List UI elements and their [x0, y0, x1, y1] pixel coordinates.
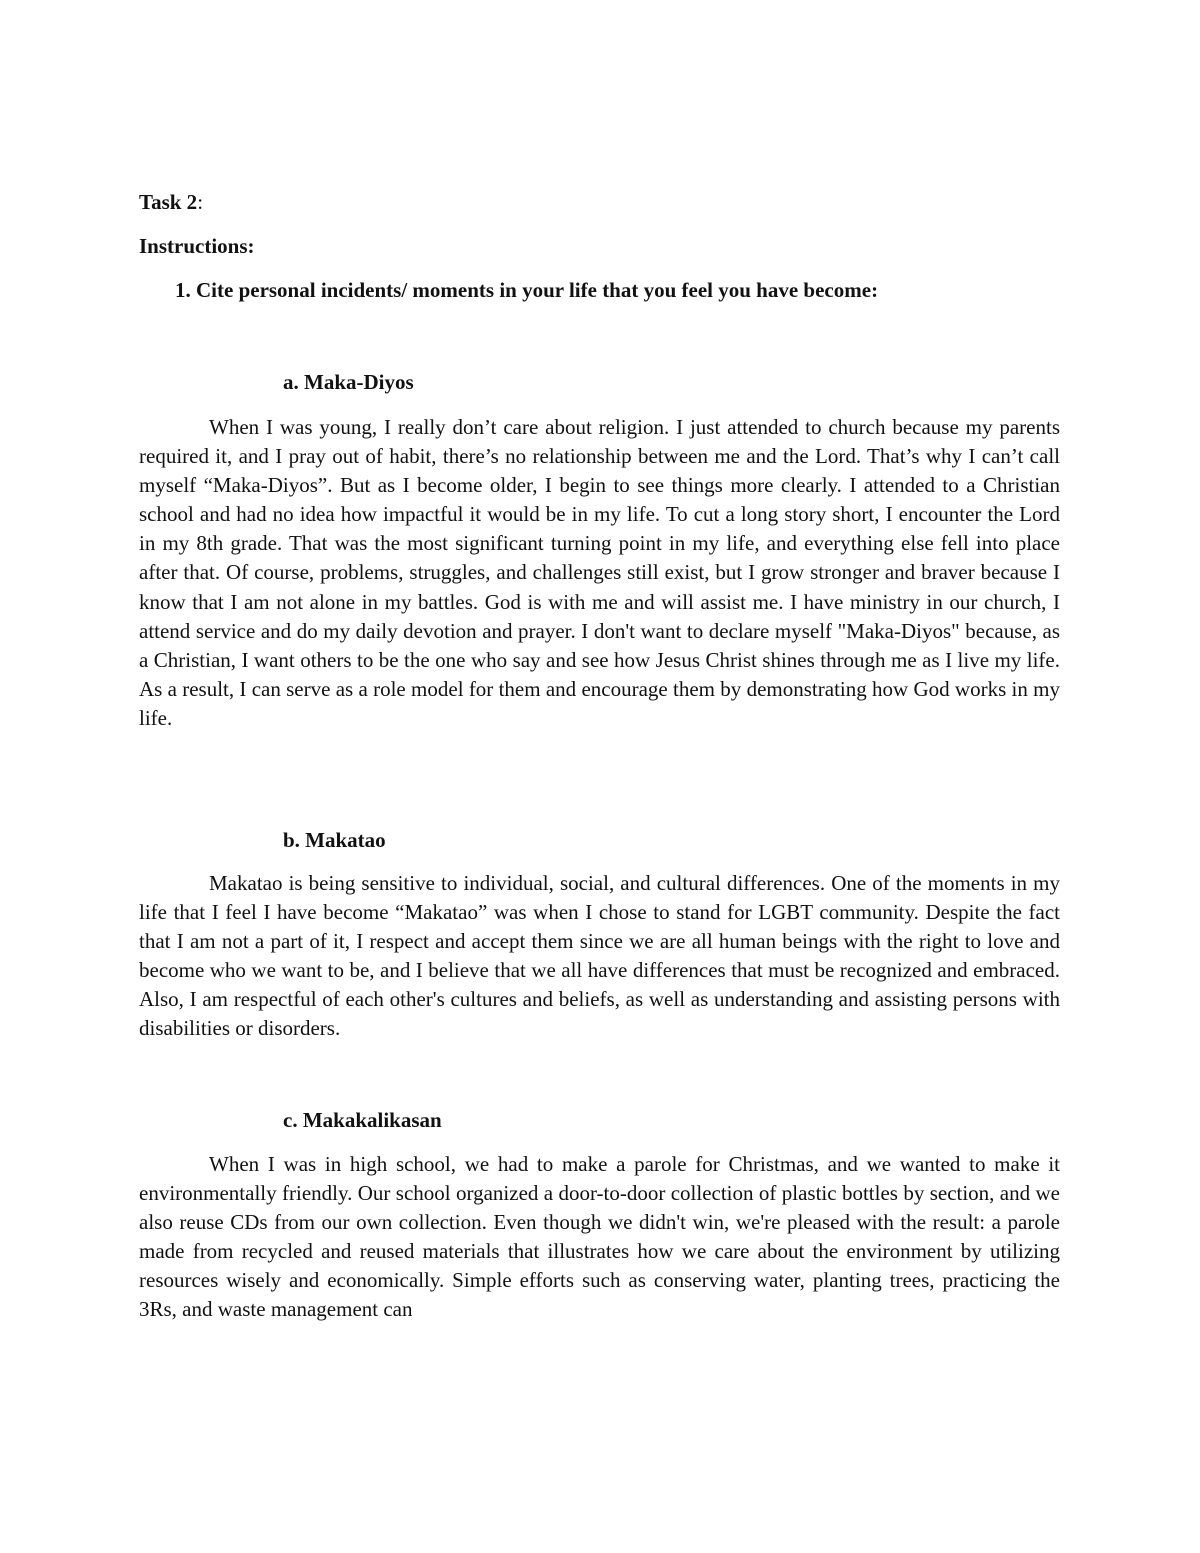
instruction-item-1: 1. Cite personal incidents/ moments in your life that you feel you have become:: [175, 278, 879, 302]
task-label: Task 2: [139, 190, 198, 214]
task-colon: :: [197, 190, 204, 214]
section-heading-makakalikasan: c. Makakalikasan: [283, 1108, 442, 1132]
section-body-makatao: Makatao is being sensitive to individual, social, and cultural differences. One of the moments in my life that I feel I have become “Makatao” was when I chose to stand for LGBT community. Despite the fact that I am not a part of it, I respect and accept them since we are all human beings with the right to love and become who we want to be, and I believe that we all have differences that must be recognized and embraced. Also, I am respectful of each other's cultures and beliefs, as well as understanding and assisting persons with disabilities or disorders.: [139, 871, 1060, 1041]
section-heading-makatao: b. Makatao: [283, 828, 386, 852]
section-body-makakalikasan: When I was in high school, we had to make a parole for Christmas, and we wanted to make it environmentally friendly. Our school organized a door-to-door collection of plastic bottles by section, and we also reuse CDs from our own collection. Even though we didn't win, we're pleased with the result: a parole made from recycled and reused materials that illustrates how we care about the environment by utilizing resources wisely and economically. Simple efforts such as conserving water, planting trees, practicing the 3Rs, and waste management can: [139, 1152, 1060, 1322]
instructions-label: Instructions:: [139, 234, 255, 258]
section-heading-maka-diyos: a. Maka-Diyos: [283, 370, 414, 394]
section-body-maka-diyos: When I was young, I really don’t care about religion. I just attended to church because my parents required it, and I pray out of habit, there’s no relationship between me and the Lord. That’s why I can’t call myself “Maka-Diyos”. But as I become older, I begin to see things more clearly. I attended to a Christian school and had no idea how impactful it would be in my life. To cut a long story short, I encounter the Lord in my 8th grade. That was the most significant turning point in my life, and everything else fell into place after that. Of course, problems, struggles, and challenges still exist, but I grow stronger and braver because I know that I am not alone in my battles. God is with me and will assist me. I have ministry in our church, I attend service and do my daily devotion and prayer. I don't want to declare myself "Maka-Diyos" because, as a Christian, I want others to be the one who say and see how Jesus Christ shines through me as I live my life. As a result, I can serve as a role model for them and encourage them by demonstrating how God works in my life.: [139, 415, 1060, 730]
task-title: [139, 188, 203, 216]
